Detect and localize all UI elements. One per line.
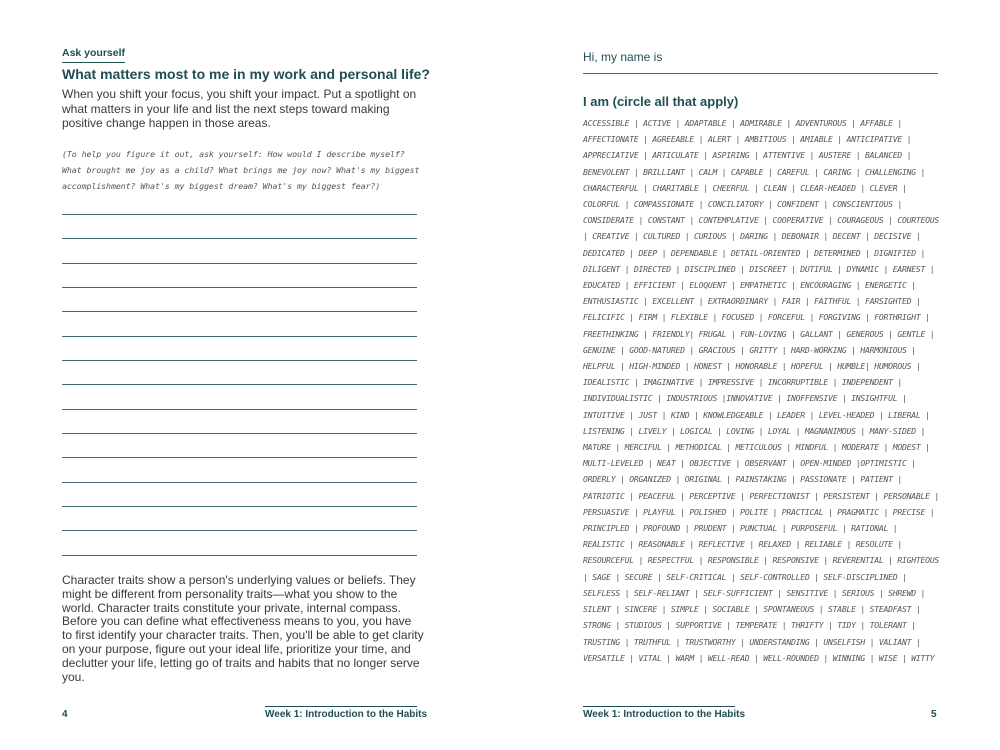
- footer-rule: [583, 706, 735, 707]
- name-write-line[interactable]: [583, 73, 938, 74]
- footer-rule: [265, 706, 417, 707]
- page-heading: What matters most to me in my work and personal life?: [62, 66, 430, 82]
- writing-lines[interactable]: [62, 200, 417, 560]
- writing-line[interactable]: [62, 506, 417, 507]
- writing-line[interactable]: [62, 238, 417, 239]
- writing-line[interactable]: [62, 214, 417, 215]
- writing-line[interactable]: [62, 336, 417, 337]
- name-prompt: Hi, my name is: [583, 50, 663, 64]
- writing-line[interactable]: [62, 263, 417, 264]
- character-traits-paragraph: Character traits show a person's underlying values or beliefs. They might be different from personality traits—what you show to the world. Character traits constitute your private, internal compass. Before you can define what effectiveness means to you, you have to first identify your character traits. Then, you'll be able to get clarity on your purpose, figure out your ideal life, prioritize your time, and declutter your life, letting go of traits and habits that no longer serve you.: [62, 573, 424, 684]
- traits-heading: I am (circle all that apply): [583, 94, 739, 109]
- traits-list[interactable]: ACCESSIBLE | ACTIVE | ADAPTABLE | ADMIRABLE | ADVENTUROUS | AFFABLE | AFFECTIONATE | AGREEABLE | ALERT | AMBITIOUS | AMIABLE | ANTICIPATIVE | APPRECIATIVE | ARTICULATE | ASPIRING | ATTENTIVE | AUSTERE | BALANCED | BENEVOLENT | BRILLIANT | CALM | CAPABLE | CAREFUL | CARING | CHALLENGING | CHARACTERFUL | CHARITABLE | CHEERFUL | CLEAN | CLEAR-HEADED | CLEVER | COLORFUL | COMPASSIONATE | CONCILIATORY | CONFIDENT | CONSCIENTIOUS | CONSIDERATE | CONSTANT | CONTEMPLATIVE | COOPERATIVE | COURAGEOUS | COURTEOUS | CREATIVE | CULTURED | CURIOUS | DARING | DEBONAIR | DECENT | DECISIVE | DEDICATED | DEEP | DEPENDABLE | DETAIL-ORIENTED | DETERMINED | DIGNIFIED | DILIGENT | DIRECTED | DISCIPLINED | DISCREET | DUTIFUL | DYNAMIC | EARNEST | EDUCATED | EFFICIENT | ELOQUENT | EMPATHETIC | ENCOURAGING | ENERGETIC | ENTHUSIASTIC | EXCELLENT | EXTRAORDINARY | FAIR | FAITHFUL | FARSIGHTED | FELICIFIC | FIRM | FLEXIBLE | FOCUSED | FORCEFUL | FORGIVING | FORTHRIGHT | FREETHINKING | FRIENDLY| FRUGAL | FUN-LOVING | GALLANT | GENEROUS | GENTLE | GENUINE | GOOD-NATURED | GRACIOUS | GRITTY | HARD-WORKING | HARMONIOUS | HELPFUL | HIGH-MINDED | HONEST | HONORABLE | HOPEFUL | HUMBLE| HUMOROUS | IDEALISTIC | IMAGINATIVE | IMPRESSIVE | INCORRUPTIBLE | INDEPENDENT | INDIVIDUALISTIC | INDUSTRIOUS |INNOVATIVE | INOFFENSIVE | INSIGHTFUL | INTUITIVE | JUST | KIND | KNOWLEDGEABLE | LEADER | LEVEL-HEADED | LIBERAL | LISTENING | LIVELY | LOGICAL | LOVING | LOYAL | MAGNANIMOUS | MANY-SIDED | MATURE | MERCIFUL | METHODICAL | METICULOUS | MINDFUL | MODERATE | MODEST | MULTI-LEVELED | NEAT | OBJECTIVE | OBSERVANT | OPEN-MINDED |OPTIMISTIC | ORDERLY | ORGANIZED | ORIGINAL | PAINSTAKING | PASSIONATE | PATIENT | PATRIOTIC | PEACEFUL | PERCEPTIVE | PERFECTIONIST | PERSISTENT | PERSONABLE | PERSUASIVE | PLAYFUL | POLISHED | POLITE | PRACTICAL | PRAGMATIC | PRECISE | PRINCIPLED | PROFOUND | PRUDENT | PUNCTUAL | PURPOSEFUL | RATIONAL | REALISTIC | REASONABLE | REFLECTIVE | RELAXED | RELIABLE | RESOLUTE | RESOURCEFUL | RESPECTFUL | RESPONSIBLE | RESPONSIVE | REVERENTIAL | RIGHTEOUS | SAGE | SECURE | SELF-CRITICAL | SELF-CONTROLLED | SELF-DISCIPLINED | SELFLESS | SELF-RELIANT | SELF-SUFFICIENT | SENSITIVE | SERIOUS | SHREWD | SILENT | SINCERE | SIMPLE | SOCIABLE | SPONTANEOUS | STABLE | STEADFAST | STRONG | STUDIOUS | SUPPORTIVE | TEMPERATE | THRIFTY | TIDY | TOLERANT | TRUSTING | TRUTHFUL | TRUSTWORTHY | UNDERSTANDING | UNSELFISH | VALIANT | VERSATILE | VITAL | WARM | WELL-READ | WELL-ROUNDED | WINNING | WISE | WITTY: [583, 118, 939, 663]
- writing-line[interactable]: [62, 433, 417, 434]
- writing-line[interactable]: [62, 457, 417, 458]
- running-footer: Week 1: Introduction to the Habits: [265, 709, 428, 720]
- page-number: 4: [62, 709, 68, 720]
- intro-paragraph: When you shift your focus, you shift your impact. Put a spotlight on what matters in your life and list the next steps toward making positive change happen in those areas.: [62, 87, 417, 130]
- writing-line[interactable]: [62, 530, 417, 531]
- ask-yourself-label: Ask yourself: [62, 47, 125, 63]
- writing-line[interactable]: [62, 482, 417, 483]
- writing-line[interactable]: [62, 384, 417, 385]
- page-number: 5: [931, 709, 937, 720]
- handwritten-prompt: (To help you figure it out, ask yourself: How would I describe myself? What brought me joy as a child? What brings me joy now? What's my biggest accomplishment? What's my biggest dream? What's my biggest fear?): [62, 149, 420, 191]
- writing-line[interactable]: [62, 287, 417, 288]
- writing-line[interactable]: [62, 311, 417, 312]
- writing-line[interactable]: [62, 360, 417, 361]
- right-page: [500, 0, 1000, 750]
- writing-line[interactable]: [62, 555, 417, 556]
- running-footer: Week 1: Introduction to the Habits: [583, 709, 746, 720]
- writing-line[interactable]: [62, 409, 417, 410]
